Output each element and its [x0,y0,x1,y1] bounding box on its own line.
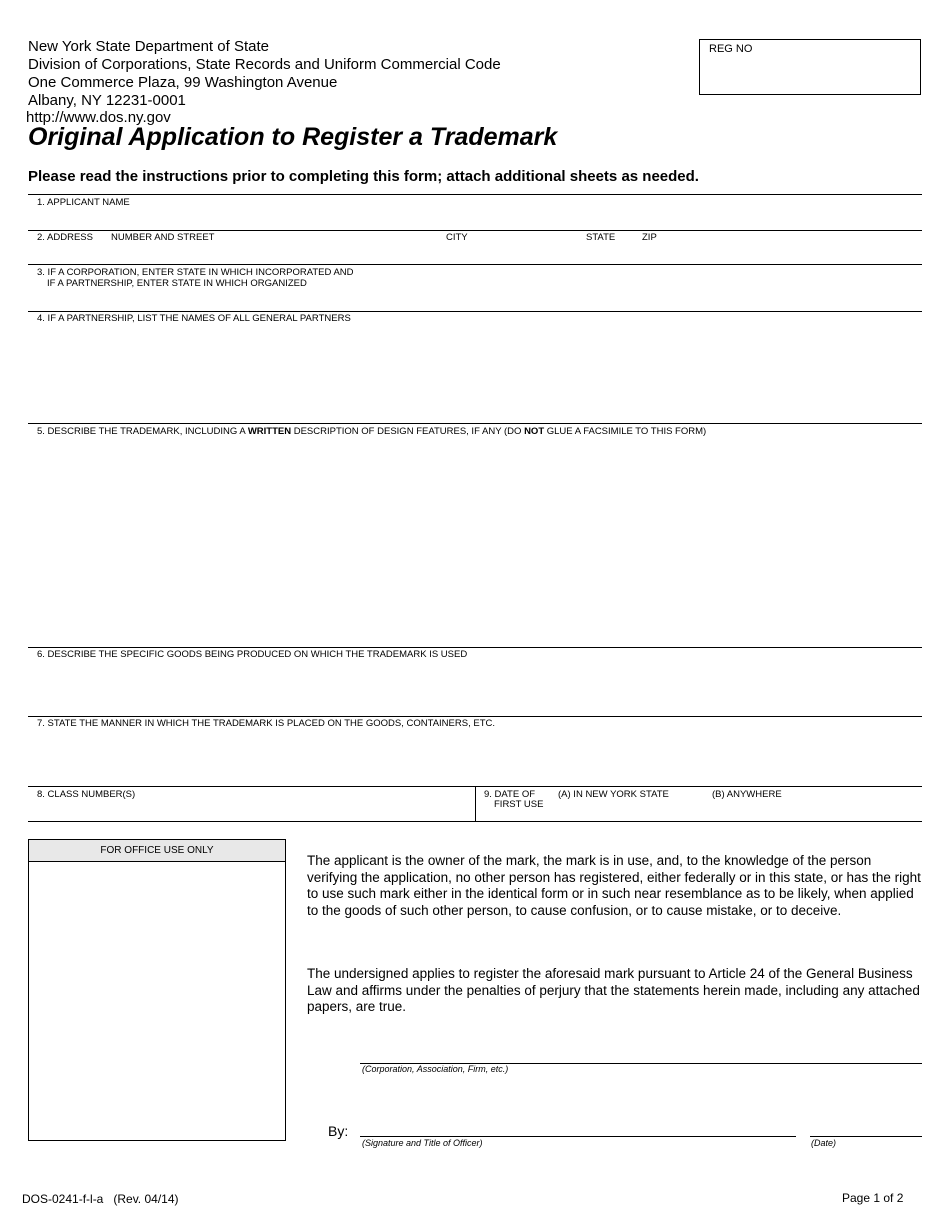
first-use-label-2: FIRST USE [494,799,544,810]
incorporation-label-2: IF A PARTNERSHIP, ENTER STATE IN WHICH ORGANIZED [47,278,307,289]
first-use-anywhere-label: (B) ANYWHERE [712,789,782,800]
entity-caption: (Corporation, Association, Firm, etc.) [362,1064,509,1074]
street-label: NUMBER AND STREET [111,232,215,243]
class-number-field[interactable] [28,787,475,821]
date-line [810,1136,922,1137]
goods-label: 6. DESCRIBE THE SPECIFIC GOODS BEING PRODUCED ON WHICH THE TRADEMARK IS USED [37,649,468,660]
first-use-anywhere-field[interactable] [709,787,921,821]
class-number-label: 8. CLASS NUMBER(S) [37,789,136,800]
description-field[interactable] [28,424,922,646]
reg-no-box[interactable] [699,39,921,95]
signature-caption: (Signature and Title of Officer) [362,1138,483,1148]
date-caption: (Date) [811,1138,837,1148]
website-link[interactable]: http://www.dos.ny.gov [26,109,171,126]
partners-label: 4. IF A PARTNERSHIP, LIST THE NAMES OF ALL GENERAL PARTNERS [37,313,351,324]
entity-name-field[interactable] [360,1040,922,1063]
first-use-ny-label: (A) IN NEW YORK STATE [558,789,669,800]
state-label: STATE [586,232,616,243]
first-use-ny-field[interactable] [555,787,705,821]
office-use-label: FOR OFFICE USE ONLY [29,840,285,862]
incorporation-state-field[interactable] [28,265,922,310]
agency-name: New York State Department of State [28,38,269,55]
instructions-note: Please read the instructions prior to completing this form; attach additional sheets as needed. [28,168,699,185]
street-address: One Commerce Plaza, 99 Washington Avenue [28,74,338,91]
signature-line [360,1136,796,1137]
applicant-name-field[interactable] [28,195,922,229]
rule-bottom [28,821,922,822]
signature-field[interactable] [360,1112,796,1136]
first-use-label-1: 9. DATE OF [484,789,536,800]
city-label: CITY [446,232,468,243]
affirmation-statement: The undersigned applies to register the aforesaid mark pursuant to Article 24 of the General Business Law and affirms under the penalties of perjury that the statements herein made, including any attached papers, are true. [307,966,920,1014]
goods-field[interactable] [28,648,922,716]
office-use-box [28,839,286,1141]
page-number: Page 1 of 2 [842,1191,904,1205]
class-date-divider [475,786,476,822]
partners-field[interactable] [28,312,922,422]
reg-no-label: REG NO [709,43,753,55]
by-label: By: [328,1123,349,1139]
ownership-statement: The applicant is the owner of the mark, the mark is in use, and, to the knowledge of the person verifying the application, no other person has registered, either federally or in this state, or has the right to use such mark either in the identical form or in such near resemblance as to be likely, when applied to the goods of such other person, to cause confusion, or to cause mistake, or to deceive. [307,853,921,918]
date-field[interactable] [810,1112,922,1136]
address-field[interactable] [28,231,922,264]
address-label: 2. ADDRESS [37,232,93,243]
manner-label: 7. STATE THE MANNER IN WHICH THE TRADEMARK IS PLACED ON THE GOODS, CONTAINERS, ETC. [37,718,495,729]
form-id: DOS-0241-f-l-a (Rev. 04/14) [22,1192,179,1206]
division-name: Division of Corporations, State Records and Uniform Commercial Code [28,56,501,73]
incorporation-label-1: 3. IF A CORPORATION, ENTER STATE IN WHICH INCORPORATED AND [37,267,354,278]
zip-label: ZIP [642,232,657,243]
applicant-name-label: 1. APPLICANT NAME [37,197,130,208]
manner-field[interactable] [28,717,922,785]
form-title: Original Application to Register a Trademark [28,123,558,151]
description-label: 5. DESCRIBE THE TRADEMARK, INCLUDING A WRITTEN DESCRIPTION OF DESIGN FEATURES, IF ANY (DO NOT GLUE A FACSIMILE TO THIS FORM) [37,426,707,437]
city-address: Albany, NY 12231-0001 [28,92,186,109]
